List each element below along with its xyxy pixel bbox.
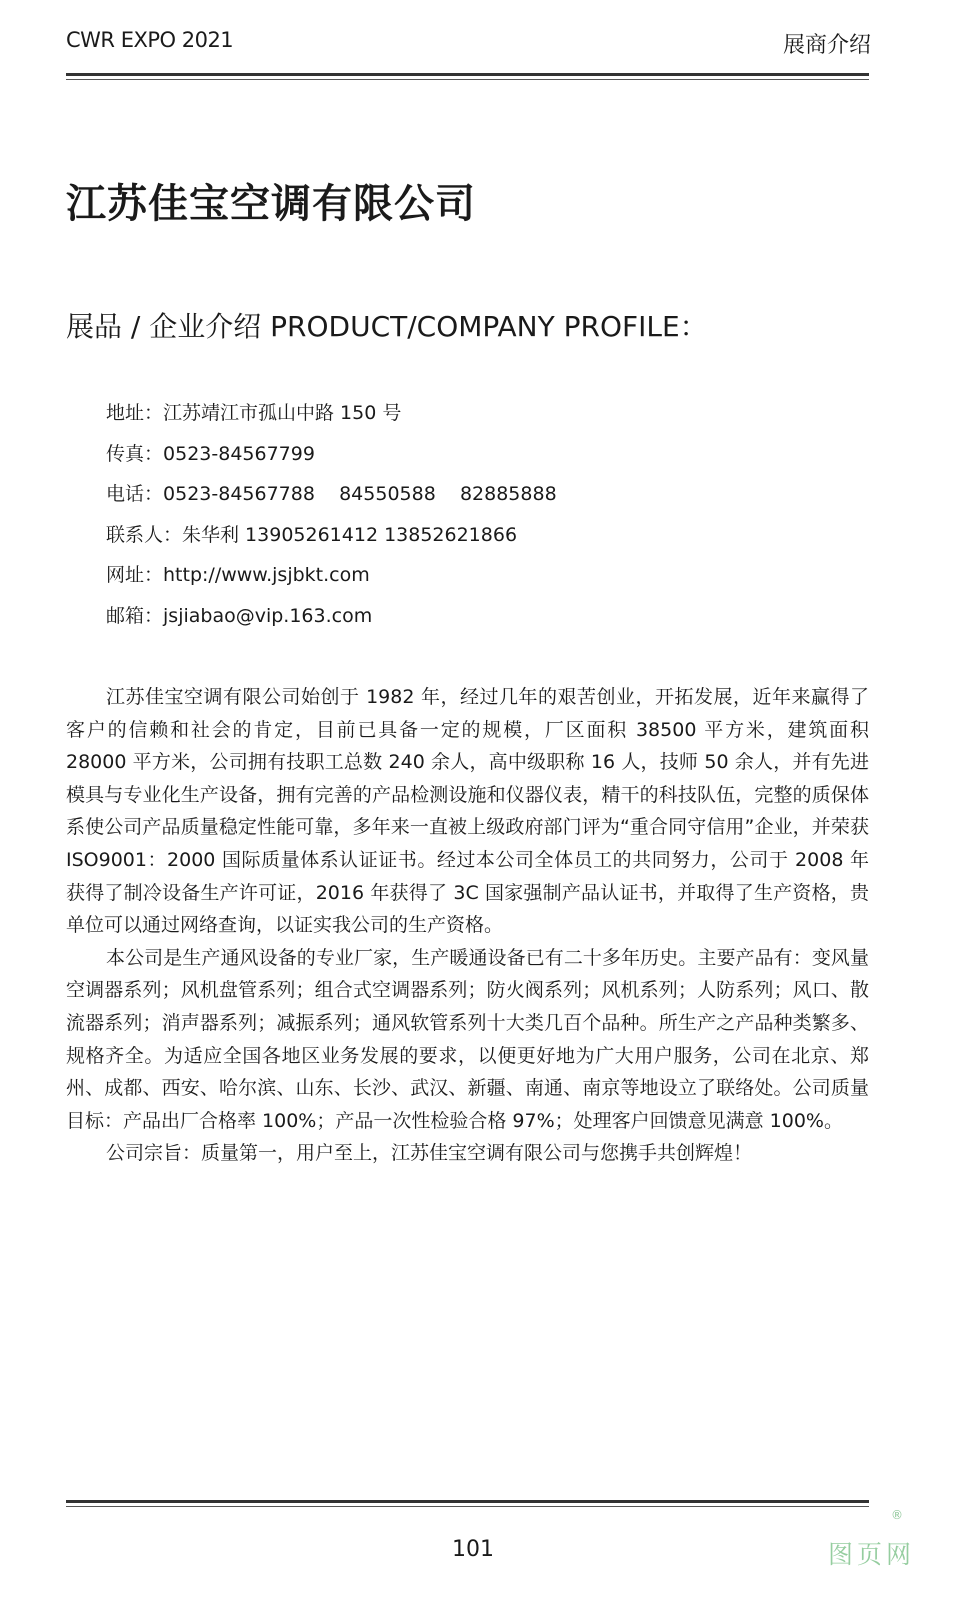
company-description: [66, 681, 869, 1170]
contact-address: [106, 400, 557, 441]
contact-label: 网址：: [106, 564, 164, 586]
contact-list: [106, 400, 557, 643]
contact-value: jsjiabao@vip.163.com: [163, 604, 373, 627]
contact-label: 电话：: [106, 483, 164, 505]
description-paragraph: 江苏佳宝空调有限公司始创于 1982 年，经过几年的艰苦创业，开拓发展，近年来赢得了客户的信赖和社会的肯定，目前已具备一定的规模，厂区面积 38500 平方米，建筑面积 28000 平方米，公司拥有技职工总数 240 余人，高中级职称 16 人，技师 50 余人，并有先进模具与专业化生产设备，拥有完善的产品检测设施和仪器仪表，精干的科技队伍，完整的质保体系使公司产品质量稳定性能可靠，多年来一直被上级政府部门评为“重合同守信用”企业，并荣获 ISO9001：2000 国际质量体系认证证书。经过本公司全体员工的共同努力，公司于 2008 年获得了制冷设备生产许可证，2016 年获得了 3C 国家强制产品认证书，并取得了生产资格，贵单位可以通过网络查询，以证实我公司的生产资格。: [66, 686, 869, 937]
contact-value: 朱华利 13905261412 13852621866: [182, 523, 518, 546]
contact-label: 传真：: [106, 442, 164, 465]
profile-subtitle: 展品 / 企业介绍 PRODUCT/COMPANY PROFILE：: [66, 310, 708, 343]
contact-email: [106, 603, 557, 644]
watermark-logo: 图页网: [828, 1540, 916, 1569]
contact-label: 地址：: [106, 402, 164, 424]
contact-value: 0523-84567788 84550588 82885888: [163, 483, 557, 505]
contact-phone: [106, 481, 557, 522]
contact-fax: [106, 441, 557, 482]
contact-value: 0523-84567799: [163, 442, 315, 465]
contact-value: http://www.jsjbkt.com: [163, 564, 370, 586]
contact-website: [106, 562, 557, 603]
header-section-name: 展商介绍: [782, 33, 871, 58]
contact-value: 江苏靖江市孤山中路 150 号: [163, 402, 402, 424]
contact-label: 联系人：: [106, 523, 183, 546]
footer-divider: [66, 1500, 869, 1507]
page-number: 101: [452, 1537, 494, 1562]
description-paragraph: 本公司是生产通风设备的专业厂家，生产暖通设备已有二十多年历史。主要产品有：变风量空调器系列；风机盘管系列；组合式空调器系列；防火阀系列；风机系列；人防系列；风口、散流器系列；消声器系列；减振系列；通风软管系列十大类几百个品种。所生产之产品种类繁多、规格齐全。为适应全国各地区业务发展的要求，以便更好地为广大用户服务，公司在北京、郑州、成都、西安、哈尔滨、山东、长沙、武汉、新疆、南通、南京等地设立了联络处。公司质量目标：产品出厂合格率 100%；产品一次性检验合格 97%；处理客户回馈意见满意 100%。: [66, 946, 869, 1132]
header-divider: [66, 73, 869, 80]
description-paragraph: 公司宗旨：质量第一，用户至上，江苏佳宝空调有限公司与您携手共创辉煌！: [106, 1142, 753, 1165]
registered-mark: ®: [891, 1508, 903, 1522]
contact-label: 邮箱：: [106, 604, 164, 627]
header-expo-name: CWR EXPO 2021: [66, 28, 234, 52]
company-title: 江苏佳宝空调有限公司: [66, 181, 476, 227]
contact-person: [106, 522, 557, 563]
